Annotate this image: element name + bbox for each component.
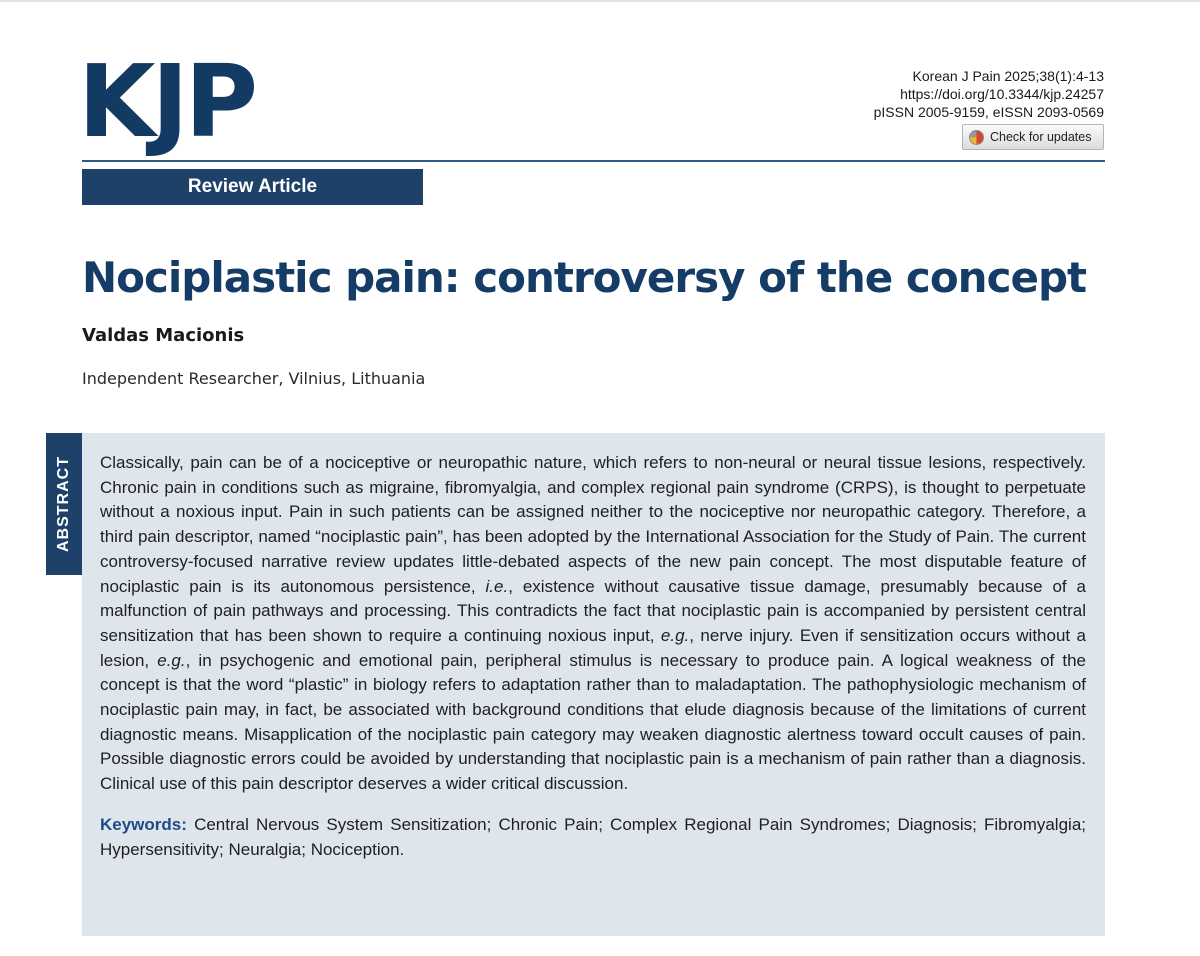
citation-block [874, 67, 1104, 121]
abstract-box [82, 433, 1105, 936]
check-for-updates-label: Check for updates [990, 130, 1092, 144]
abstract-italic-eg: e.g. [157, 650, 186, 670]
author-affiliation: Independent Researcher, Vilnius, Lithuania [82, 369, 426, 388]
keywords-label: Keywords: [100, 814, 187, 834]
abstract-segment: Classically, pain can be of a nociceptive or neuropathic nature, which refers to non-neural or neural tissue lesions, respectively. Chronic pain in conditions such as migraine, fibromyalgia, and complex regional pain syndrome (CRPS), is thought to perpetuate without a noxious input. Pain in such patients can be assigned neither to the nociceptive nor neuropathic category. Therefore, a third pain descriptor, named “nociplastic pain”, has been adopted by the International Association for the Study of Pain. The current controversy-focused narrative review updates little-debated aspects of the new pain concept. The most disputable feature of nociplastic pain is its autonomous persistence, [100, 453, 1086, 596]
abstract-text [100, 451, 1086, 797]
journal-logo: KJP [78, 43, 254, 160]
author-name: Valdas Macionis [82, 325, 245, 346]
header-rule [82, 160, 1105, 162]
article-type-badge [82, 169, 423, 205]
keywords-line [100, 813, 1086, 862]
abstract-tab-label: ABSTRACT [55, 456, 72, 552]
abstract-segment: , in psychogenic and emotional pain, peripheral stimulus is necessary to produce pain. A logical weakness of the concept is that the word “plastic” in biology refers to adaptation rather than to maladaptation. The pathophysiologic mechanism of nociplastic pain may, in fact, be associated with background conditions that elude diagnosis because of the limitations of current diagnostic means. Misapplication of the nociplastic pain category may weaken diagnostic alertness toward occult causes of pain. Possible diagnostic errors could be avoided by understanding that nociplastic pain is a mechanism of pain rather than a diagnosis. Clinical use of this pain descriptor deserves a wider critical discussion. [100, 650, 1086, 794]
abstract-tab [46, 433, 82, 575]
citation-text: Korean J Pain 2025;38(1):4-13 [912, 68, 1104, 84]
abstract-segment: , existence without causative tissue damage, presumably because of a malfunction of pain pathways and processing. This contradicts the fact that nociplastic pain is accompanied by persistent central sensitization that has been shown to require a continuing noxious input, [100, 576, 1087, 645]
doi-link[interactable]: https://doi.org/10.3344/kjp.24257 [900, 86, 1104, 102]
crossmark-icon [969, 130, 984, 145]
check-for-updates-button[interactable] [962, 124, 1104, 150]
abstract-segment: , nerve injury. Even if sensitization occurs without a lesion, [100, 625, 1087, 670]
article-type-label: Review Article [187, 176, 318, 197]
abstract-italic-ie: i.e. [485, 576, 509, 596]
issn-text: pISSN 2005-9159, eISSN 2093-0569 [873, 104, 1104, 120]
top-border [0, 0, 1200, 2]
abstract-italic-eg: e.g. [660, 625, 690, 645]
keywords-list: Central Nervous System Sensitization; Chronic Pain; Complex Regional Pain Syndromes; Diagnosis; Fibromyalgia; Hypersensitivity; Neuralgia; Nociception. [100, 814, 1086, 859]
article-title: Nociplastic pain: controversy of the concept [82, 253, 1087, 302]
